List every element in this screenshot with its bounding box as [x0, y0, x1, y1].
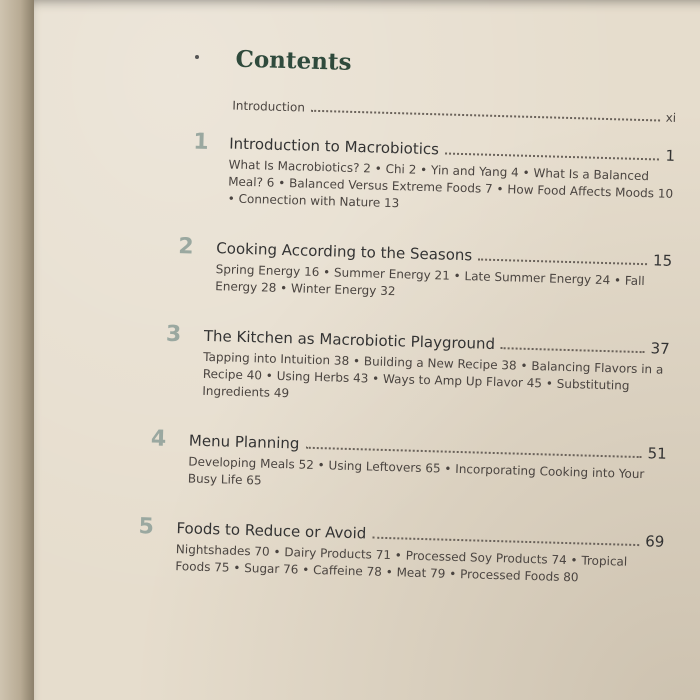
- toc-introduction: [232, 99, 676, 125]
- toc-chapter-5: [138, 514, 665, 589]
- chapter-sections: Tapping into Intuition 38 • Building a New Recipe 38 • Balancing Flavors in a Recipe 40 • Using Herbs 43 • Ways to Amp Up Flavor 45 • Substituting Ingredients 49: [202, 349, 664, 401]
- chapter-title: The Kitchen as Macrobiotic Playground: [203, 326, 496, 353]
- dot-leader: [311, 110, 660, 122]
- chapter-number: 4: [150, 426, 167, 452]
- chapter-sections: Developing Meals 52 • Using Leftovers 65 • Incorporating Cooking into Your Busy Life 65: [187, 454, 645, 488]
- dot-leader: [478, 258, 647, 265]
- chapter-page: 1: [665, 146, 676, 165]
- dot-leader: [501, 347, 645, 353]
- chapter-title: Introduction to Macrobiotics: [228, 134, 440, 159]
- toc-chapter-2: [177, 234, 673, 308]
- chapter-page: 69: [644, 532, 665, 551]
- toc-chapter-1: [192, 129, 676, 219]
- toc-chapter-4: [150, 426, 667, 500]
- toc-chapter-3: [165, 321, 670, 413]
- chapter-number: 1: [192, 129, 209, 155]
- chapter-page: 51: [647, 444, 667, 463]
- chapter-title: Menu Planning: [188, 431, 300, 453]
- chapter-number: 3: [165, 321, 182, 348]
- dot-leader: [305, 447, 641, 458]
- intro-page: xi: [665, 110, 677, 125]
- dot-leader: [445, 152, 660, 160]
- chapter-sections: What Is Macrobiotics? 2 • Chi 2 • Yin and Yang 4 • What Is a Balanced Meal? 6 • Balanced Versus Extreme Foods 7 • How Food Affects Moods 10 • Connection with Nature 13: [227, 157, 674, 211]
- chapter-number: 2: [177, 234, 194, 260]
- chapter-title: Foods to Reduce or Avoid: [176, 519, 367, 543]
- chapter-page: 15: [652, 251, 673, 270]
- table-of-contents: [138, 44, 678, 621]
- contents-title: Contents: [235, 45, 352, 76]
- chapter-page: 37: [650, 339, 670, 358]
- chapter-sections: Nightshades 70 • Dairy Products 71 • Processed Soy Products 74 • Tropical Foods 75 • Sugar 76 • Caffeine 78 • Meat 79 • Processed Foods 80: [175, 542, 628, 585]
- dot-leader: [372, 537, 639, 546]
- intro-label: Introduction: [232, 98, 306, 115]
- chapter-title: Cooking According to the Seasons: [216, 239, 473, 265]
- chapter-sections: Spring Energy 16 • Summer Energy 21 • Late Summer Energy 24 • Fall Energy 28 • Winter Energy 32: [215, 262, 645, 299]
- book-gutter: [0, 0, 34, 700]
- chapter-number: 5: [138, 514, 155, 540]
